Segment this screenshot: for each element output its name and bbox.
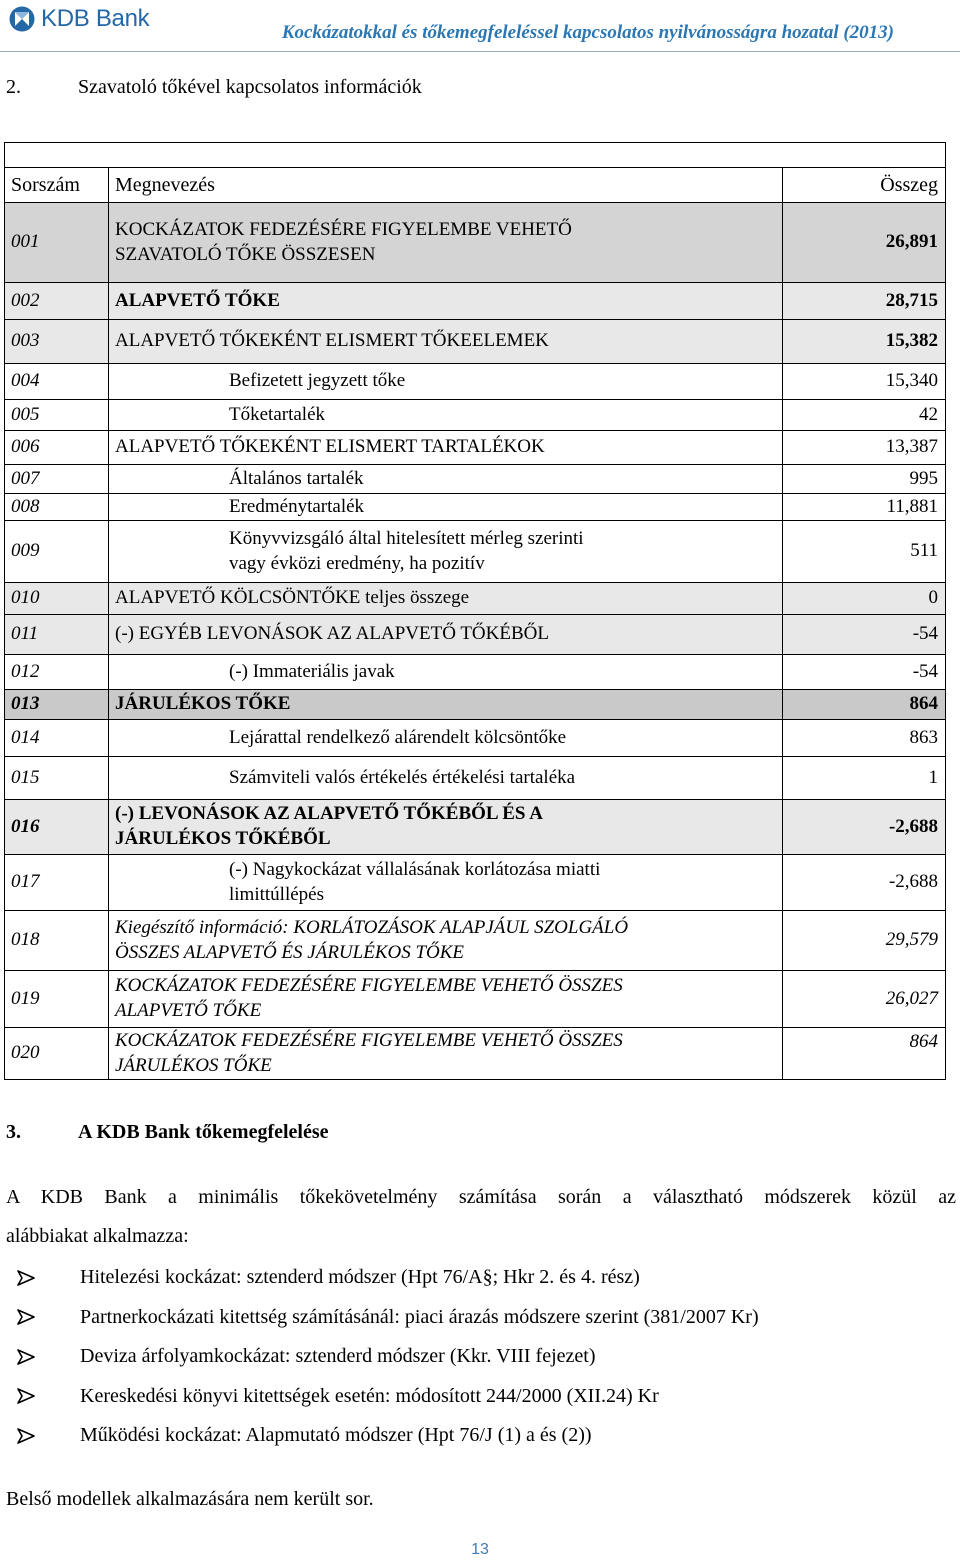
row-amount: 0 [783,583,946,615]
method-list [6,1258,759,1456]
row-name-line1: KOCKÁZATOK FEDEZÉSÉRE FIGYELEMBE VEHETŐ [115,218,572,240]
arrow-bullet-icon [16,1387,36,1405]
row-amount: 42 [783,400,946,431]
row-amount: 26,891 [783,203,946,283]
table-row [5,203,946,283]
row-amount: 995 [783,465,946,494]
row-code: 011 [5,615,109,655]
row-name-line1: Könyvvizsgáló által hitelesített mérleg szerinti [229,527,584,549]
row-name-line2: limittúllépés [229,883,324,905]
row-name: Lejárattal rendelkező alárendelt kölcsöntőke [109,720,783,757]
section-2-title: Szavatoló tőkével kapcsolatos információk [78,76,422,98]
row-code: 010 [5,583,109,615]
list-item-text: Kereskedési könyvi kitettségek esetén: módosított 244/2000 (XII.24) Kr [80,1384,659,1407]
table-row [5,655,946,690]
row-amount: 15,340 [783,364,946,400]
list-item [6,1337,759,1377]
row-code: 002 [5,283,109,320]
row-name: ALAPVETŐ KÖLCSÖNTŐKE teljes összege [109,583,783,615]
row-code: 014 [5,720,109,757]
row-amount: -54 [783,615,946,655]
row-amount: 13,387 [783,431,946,465]
row-name-line2: JÁRULÉKOS TŐKÉBŐL [115,828,331,849]
list-item-text: Hitelezési kockázat: sztenderd módszer (Hpt 76/A§; Hkr 2. és 4. rész) [80,1266,640,1289]
row-name-line1: (-) LEVONÁSOK AZ ALAPVETŐ TŐKÉBŐL ÉS A [115,803,543,825]
row-code: 005 [5,400,109,431]
row-code: 018 [5,911,109,971]
list-item [6,1416,759,1456]
row-code: 012 [5,655,109,690]
list-item [6,1298,759,1338]
closing-sentence: Belső modellek alkalmazására nem került sor. [6,1488,374,1510]
kdb-logo-icon [9,6,35,32]
row-amount: 863 [783,720,946,757]
row-name-line2: ALAPVETŐ TŐKE [115,1000,262,1021]
table-row [5,1028,946,1080]
row-code: 009 [5,521,109,583]
header-sorszam: Sorszám [5,168,109,203]
list-item [6,1258,759,1298]
page-number: 13 [471,1541,489,1558]
row-amount: 26,027 [783,971,946,1028]
capital-table [4,142,946,1080]
row-name: ALAPVETŐ TŐKEKÉNT ELISMERT TARTALÉKOK [109,431,783,465]
table-row [5,800,946,855]
row-amount: 511 [783,521,946,583]
row-name: (-) Immateriális javak [109,655,783,690]
table-row [5,757,946,800]
document-title: Kockázatokkal és tőkemegfeleléssel kapcsolatos nyilvánosságra hozatal (2013) [281,22,894,43]
header-divider [0,51,960,52]
row-name-line1: KOCKÁZATOK FEDEZÉSÉRE FIGYELEMBE VEHETŐ ÖSSZES [115,975,623,997]
row-amount: -2,688 [783,855,946,911]
table-row [5,431,946,465]
table-row [5,855,946,911]
header-megnevezes: Megnevezés [109,168,783,203]
row-name: Általános tartalék [109,465,783,494]
row-name: Eredménytartalék [109,494,783,521]
section-3-heading [6,1121,329,1144]
arrow-bullet-icon [16,1427,36,1445]
row-code: 016 [5,800,109,855]
row-name: JÁRULÉKOS TŐKE [109,690,783,720]
table-row [5,690,946,720]
section-3-number: 3. [6,1121,21,1143]
row-amount: 11,881 [783,494,946,521]
arrow-bullet-icon [16,1308,36,1326]
row-code: 008 [5,494,109,521]
table-row [5,283,946,320]
table-header-row [5,168,946,203]
page-header [0,0,960,52]
row-amount: 29,579 [783,911,946,971]
row-name-line2: vagy évközi eredmény, ha pozitív [229,552,485,574]
list-item-text: Partnerkockázati kitettség számításánál: piaci árazás módszere szerint (381/2007 Kr) [80,1305,759,1328]
row-code: 001 [5,203,109,283]
row-name [109,1028,783,1080]
row-code: 017 [5,855,109,911]
row-code: 006 [5,431,109,465]
row-name [109,203,783,283]
row-code: 013 [5,690,109,720]
row-name [109,800,783,855]
row-name: Tőketartalék [109,400,783,431]
list-item-text: Működési kockázat: Alapmutató módszer (Hpt 76/J (1) a és (2)) [80,1424,592,1447]
row-name-line1: Kiegészítő információ: KORLÁTOZÁSOK ALAPJÁUL SZOLGÁLÓ [115,916,629,938]
row-code: 019 [5,971,109,1028]
row-amount: 864 [783,1028,946,1080]
table-row [5,971,946,1028]
table-row [5,465,946,494]
row-name: ALAPVETŐ TŐKE [109,283,783,320]
section-3-title: A KDB Bank tőkemegfelelése [78,1121,329,1143]
row-name [109,521,783,583]
section-2-number: 2. [6,76,21,98]
row-name [109,855,783,911]
list-item [6,1377,759,1417]
table-row [5,583,946,615]
row-name-line2: ÖSSZES ALAPVETŐ ÉS JÁRULÉKOS TŐKE [115,941,465,963]
row-amount: -54 [783,655,946,690]
intro-line-2: alábbiakat alkalmazza: [6,1225,189,1247]
row-name-line1: KOCKÁZATOK FEDEZÉSÉRE FIGYELEMBE VEHETŐ ÖSSZES [115,1029,623,1051]
list-item-text: Deviza árfolyamkockázat: sztenderd módszer (Kkr. VIII fejezet) [80,1345,596,1368]
table-row [5,320,946,364]
table-row [5,364,946,400]
arrow-bullet-icon [16,1269,36,1287]
row-amount: 15,382 [783,320,946,364]
header-osszeg: Összeg [783,168,946,203]
section-2-heading [6,76,422,99]
row-name-line1: (-) Nagykockázat vállalásának korlátozása miatti [229,858,601,880]
row-amount: 28,715 [783,283,946,320]
intro-line-1: A KDB Bank a minimális tőkekövetelmény számítása során a választható módszerek közül az [6,1186,956,1208]
row-code: 020 [5,1028,109,1080]
table-row [5,521,946,583]
row-name: Befizetett jegyzett tőke [109,364,783,400]
row-name: ALAPVETŐ TŐKEKÉNT ELISMERT TŐKEELEMEK [109,320,783,364]
table-row [5,494,946,521]
arrow-bullet-icon [16,1348,36,1366]
row-code: 015 [5,757,109,800]
row-name: Számviteli valós értékelés értékelési tartaléka [109,757,783,800]
row-amount: 864 [783,690,946,720]
table-top-spacer [5,143,946,168]
table-row [5,615,946,655]
logo-text: KDB Bank [41,5,150,32]
table-row [5,911,946,971]
table-row [5,400,946,431]
row-name: (-) EGYÉB LEVONÁSOK AZ ALAPVETŐ TŐKÉBŐL [109,615,783,655]
row-amount: 1 [783,757,946,800]
row-name [109,971,783,1028]
kdb-logo [9,5,149,33]
row-code: 007 [5,465,109,494]
row-amount: -2,688 [783,800,946,855]
row-code: 004 [5,364,109,400]
row-name [109,911,783,971]
row-code: 003 [5,320,109,364]
row-name-line2: JÁRULÉKOS TŐKE [115,1054,272,1076]
table-row [5,720,946,757]
row-name-line2: SZAVATOLÓ TŐKE ÖSSZESEN [115,243,376,265]
